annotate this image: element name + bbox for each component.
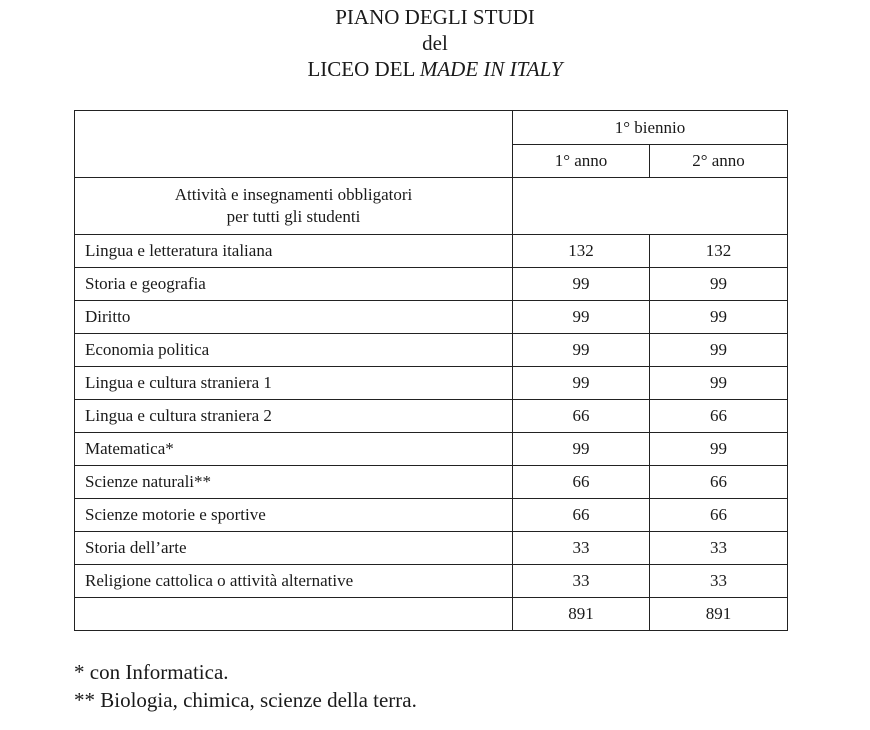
header-blank-cell: [75, 111, 513, 178]
section-blank-cell: [513, 178, 788, 235]
study-plan-table: [74, 110, 788, 631]
subject-name: Diritto: [75, 301, 513, 334]
hours-year1: 99: [513, 433, 650, 466]
hours-year2: 33: [650, 532, 788, 565]
subject-name: Storia e geografia: [75, 268, 513, 301]
table-row: [75, 334, 788, 367]
table-row: [75, 532, 788, 565]
footnote-informatica: * con Informatica.: [74, 660, 229, 684]
subject-name: Lingua e letteratura italiana: [75, 235, 513, 268]
section-label-line1: Attività e insegnamenti obbligatori: [174, 185, 413, 204]
section-label-line2: per tutti gli studenti: [226, 207, 361, 226]
subject-name: Storia dell’arte: [75, 532, 513, 565]
footnote-scienze: ** Biologia, chimica, scienze della terra.: [74, 688, 417, 712]
table-row: [75, 235, 788, 268]
document-subtitle: del: [422, 31, 448, 55]
school-name-italic: MADE IN ITALY: [419, 57, 563, 81]
subject-name: Economia politica: [75, 334, 513, 367]
table-row: [75, 499, 788, 532]
hours-year2: 33: [650, 565, 788, 598]
subject-name: Scienze motorie e sportive: [75, 499, 513, 532]
table-row: [75, 268, 788, 301]
hours-year2: 66: [650, 400, 788, 433]
total-year2: 891: [650, 598, 788, 631]
footnotes: [74, 658, 417, 714]
hours-year2: 99: [650, 301, 788, 334]
subject-name: Lingua e cultura straniera 1: [75, 367, 513, 400]
hours-year1: 66: [513, 400, 650, 433]
hours-year1: 99: [513, 301, 650, 334]
hours-year1: 99: [513, 334, 650, 367]
document-title: PIANO DEGLI STUDI: [335, 5, 535, 29]
hours-year2: 99: [650, 334, 788, 367]
total-row: [75, 598, 788, 631]
hours-year2: 66: [650, 499, 788, 532]
hours-year2: 99: [650, 433, 788, 466]
total-label-cell: [75, 598, 513, 631]
hours-year1: 66: [513, 466, 650, 499]
table-row: [75, 400, 788, 433]
hours-year1: 66: [513, 499, 650, 532]
table-row: [75, 433, 788, 466]
hours-year1: 99: [513, 268, 650, 301]
table-row: [75, 466, 788, 499]
school-name-prefix: LICEO DEL: [307, 57, 415, 81]
subject-name: Matematica*: [75, 433, 513, 466]
year2-header: 2° anno: [650, 145, 788, 178]
total-year1: 891: [513, 598, 650, 631]
section-label: [75, 178, 513, 235]
hours-year1: 99: [513, 367, 650, 400]
hours-year2: 132: [650, 235, 788, 268]
table-header-row: [75, 111, 788, 145]
biennio-header: 1° biennio: [513, 111, 788, 145]
hours-year2: 99: [650, 268, 788, 301]
subject-name: Lingua e cultura straniera 2: [75, 400, 513, 433]
hours-year2: 99: [650, 367, 788, 400]
school-name: [0, 56, 870, 82]
table-row: [75, 367, 788, 400]
hours-year1: 132: [513, 235, 650, 268]
table-row: [75, 565, 788, 598]
hours-year1: 33: [513, 565, 650, 598]
year1-header: 1° anno: [513, 145, 650, 178]
subject-name: Religione cattolica o attività alternative: [75, 565, 513, 598]
subject-name: Scienze naturali**: [75, 466, 513, 499]
table-row: [75, 301, 788, 334]
hours-year1: 33: [513, 532, 650, 565]
hours-year2: 66: [650, 466, 788, 499]
section-row: [75, 178, 788, 235]
